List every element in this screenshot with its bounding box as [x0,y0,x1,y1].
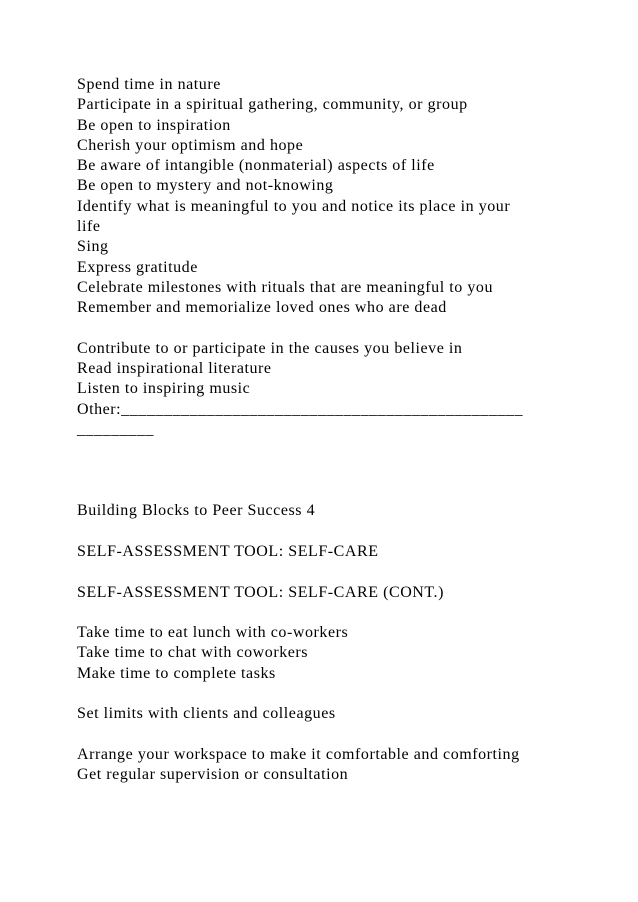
list-item: Read inspirational literature [77,360,272,378]
list-item: life [77,218,101,236]
spacer [77,440,597,501]
list-item: Take time to eat lunch with co-workers [77,624,349,642]
section-heading-cont: SELF-ASSESSMENT TOOL: SELF-CARE (CONT.) [77,583,444,601]
spacer [77,319,597,339]
spacer [77,522,597,542]
list-item: Remember and memorialize loved ones who are dead [77,299,447,317]
other-line: Other:_______________________________________________ [77,400,524,418]
other-line-continued: _________ [77,421,154,439]
list-item: Express gratitude [77,258,198,276]
list-item: Celebrate milestones with rituals that are meaningful to you [77,278,494,296]
list-item: Be open to inspiration [77,116,231,134]
list-item: Cherish your optimism and hope [77,136,304,154]
list-item: Identify what is meaningful to you and notice its place in your [77,197,511,215]
spacer [77,725,597,745]
list-item: Make time to complete tasks [77,664,276,682]
document-text [77,75,597,786]
section-heading: SELF-ASSESSMENT TOOL: SELF-CARE [77,542,379,560]
list-item: Listen to inspiring music [77,380,251,398]
list-item: Be open to mystery and not-knowing [77,177,334,195]
list-item: Arrange your workspace to make it comfortable and comforting [77,745,520,763]
list-item: Spend time in nature [77,76,221,93]
list-item: Take time to chat with coworkers [77,644,309,662]
list-item: Participate in a spiritual gathering, community, or group [77,96,468,114]
list-item: Be aware of intangible (nonmaterial) aspects of life [77,157,435,175]
spacer [77,603,597,623]
list-item: Get regular supervision or consultation [77,766,349,784]
spacer [77,562,597,582]
list-item: Contribute to or participate in the causes you believe in [77,339,463,357]
spacer [77,684,597,704]
list-item: Set limits with clients and colleagues [77,705,336,723]
list-item: Sing [77,238,109,256]
footer-title: Building Blocks to Peer Success 4 [77,502,316,520]
